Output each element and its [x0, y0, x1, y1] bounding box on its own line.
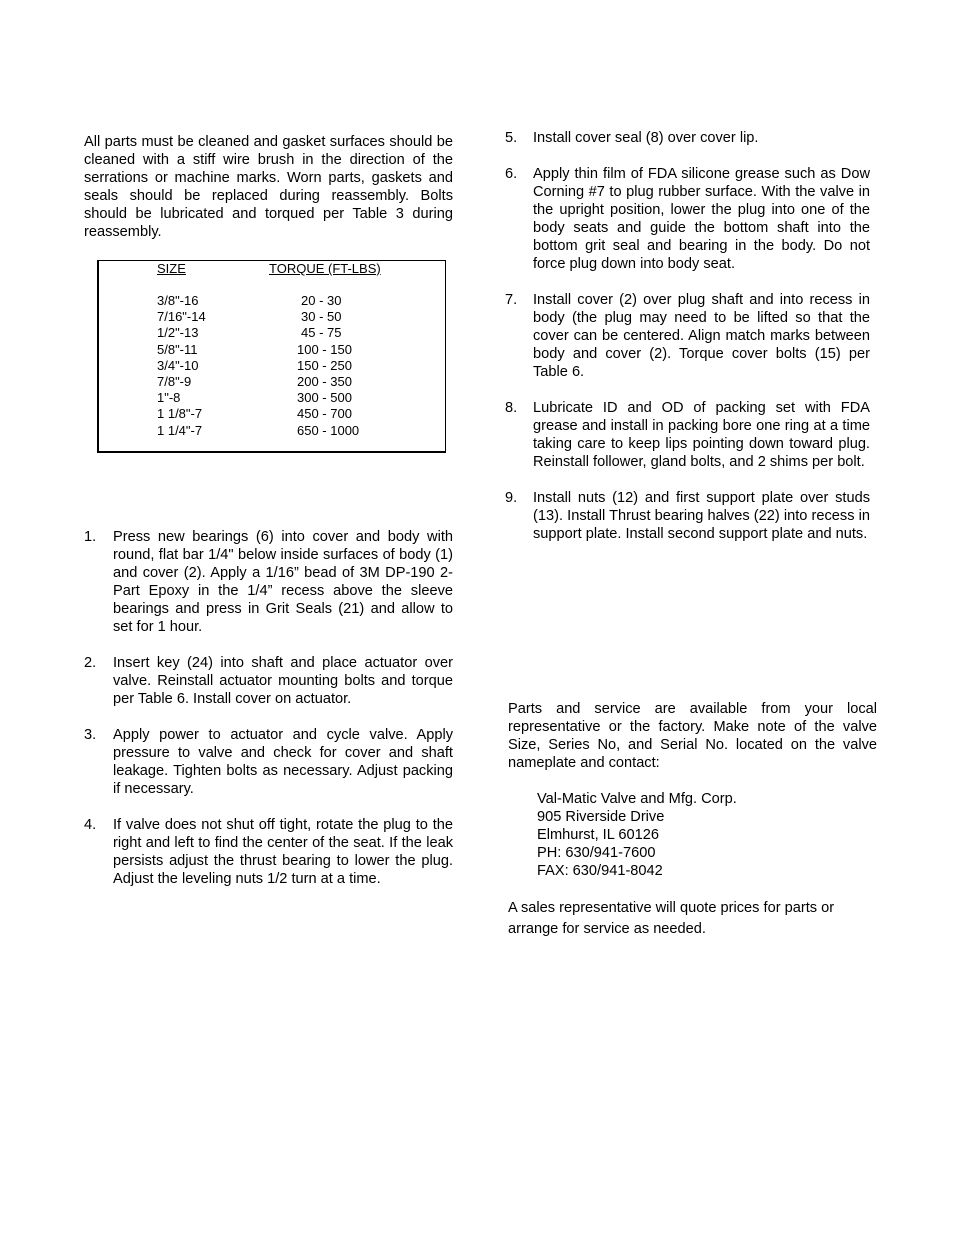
list-item — [505, 129, 870, 147]
table-row — [99, 374, 445, 390]
torque-value: 200 - 350 — [297, 373, 352, 389]
torque-size: 3/4"-10 — [157, 357, 199, 373]
step-number: 7. — [505, 292, 518, 308]
torque-header-size: SIZE — [157, 261, 186, 276]
torque-value: 30 - 50 — [301, 309, 342, 325]
table-row — [99, 342, 445, 358]
torque-table — [97, 260, 446, 453]
torque-header-torque: TORQUE (FT-LBS) — [269, 261, 381, 276]
intro-paragraph: All parts must be cleaned and gasket surfaces should be cleaned with a stiff wire brush in the direction of the serrations or machine marks. Worn parts, gaskets and seals should be replaced during reassembly. Bolts should be lubricated and torqued per Table 3 during reassembly. — [84, 134, 453, 240]
table-row — [99, 423, 445, 439]
step-number: 3. — [84, 727, 97, 743]
step-text: Apply thin film of FDA silicone grease such as Dow Corning #7 to plug rubber surface. With the valve in the upright position, lower the plug into one of the body seats and guide the bottom shaft into the bottom grit seal and bearing in the body. Do not force plug down into body seat. — [533, 166, 870, 272]
torque-size: 1 1/8"-7 — [157, 406, 203, 422]
torque-size: 7/16"-14 — [157, 309, 206, 325]
step-text: Install nuts (12) and first support plate over studs (13). Install Thrust bearing halves (22) into recess in support plate. Install second support plate and nuts. — [533, 490, 870, 542]
table-row — [99, 309, 445, 325]
torque-value: 150 - 250 — [297, 357, 352, 373]
torque-value: 650 - 1000 — [297, 422, 360, 438]
torque-size: 1/2"-13 — [157, 325, 199, 341]
torque-value: 20 - 30 — [301, 293, 342, 308]
torque-value: 450 - 700 — [297, 406, 352, 422]
torque-size: 5/8"-11 — [157, 341, 198, 357]
phone-number: PH: 630/941-7600 — [537, 845, 656, 861]
table-row — [99, 406, 445, 422]
step-number: 1. — [84, 529, 97, 545]
step-text: Lubricate ID and OD of packing set with FDA grease and install in packing bore one ring at a time taking care to keep lips pointing down toward plug. Reinstall follower, gland bolts, and 2 shims per bolt. — [533, 400, 870, 470]
step-text: Apply power to actuator and cycle valve. Apply pressure to valve and check for cover and shaft leakage. Tighten bolts as necessary. Adjust packing if necessary. — [113, 727, 453, 797]
fax-number: FAX: 630/941-8042 — [537, 863, 663, 879]
street-address: 905 Riverside Drive — [537, 809, 665, 825]
torque-size: 1"-8 — [157, 390, 181, 406]
torque-size: 1 1/4"-7 — [157, 422, 203, 438]
service-paragraph: Parts and service are available from your local representative or the factory. Make note of the valve Size, Series No, and Serial No. located on the valve nameplate and contact: — [508, 701, 877, 771]
torque-value: 45 - 75 — [301, 325, 342, 341]
step-text: If valve does not shut off tight, rotate the plug to the right and left to find the center of the seat. If the leak persists adjust the thrust bearing to lower the plug. Adjust the leveling nuts 1/2 turn at a time. — [113, 817, 453, 887]
contact-address — [508, 790, 877, 880]
sales-note: A sales representative will quote prices for parts or arrange for service as needed. — [508, 900, 835, 937]
step-number: 2. — [84, 655, 97, 671]
step-text: Insert key (24) into shaft and place actuator over valve. Reinstall actuator mounting bolts and torque per Table 6. Install cover on actuator. — [113, 655, 453, 707]
list-item — [84, 528, 453, 636]
table-row — [99, 390, 445, 406]
step-number: 8. — [505, 400, 518, 416]
torque-value: 300 - 500 — [297, 390, 352, 406]
intro-section — [84, 133, 453, 241]
torque-size: 3/8"-16 — [157, 293, 199, 308]
table-row — [99, 358, 445, 374]
company-name: Val-Matic Valve and Mfg. Corp. — [537, 791, 737, 807]
step-text: Press new bearings (6) into cover and body with round, flat bar 1/4" below inside surfaces of body (1) and cover (2). Apply a 1/16” bead of 3M DP-190 2-Part Epoxy in the 1/4” recess above the sleeve bearings and press in Grit Seals (21) and allow to set for 1 hour. — [113, 529, 453, 635]
list-item — [505, 291, 870, 381]
step-number: 5. — [505, 130, 518, 146]
list-item — [84, 654, 453, 708]
torque-size: 7/8"-9 — [157, 373, 192, 389]
list-item — [84, 726, 453, 798]
torque-rows — [99, 293, 445, 439]
torque-value: 100 - 150 — [297, 341, 352, 357]
list-item — [505, 165, 870, 273]
step-text: Install cover (2) over plug shaft and into recess in body (the plug may need to be lifted so that the cover can be centered. Align match marks between body and cover (2). Torque cover bolts (15) per Table 6. — [533, 292, 870, 380]
table-row — [99, 325, 445, 341]
table-row — [99, 293, 445, 309]
list-item — [84, 816, 453, 888]
step-number: 6. — [505, 166, 518, 182]
step-text: Install cover seal (8) over cover lip. — [533, 130, 759, 146]
steps-right-column — [505, 129, 870, 561]
list-item — [505, 489, 870, 543]
list-item — [505, 399, 870, 471]
step-number: 9. — [505, 490, 518, 506]
service-section — [508, 700, 877, 940]
step-number: 4. — [84, 817, 97, 833]
steps-left-column — [84, 528, 453, 906]
city-state-zip: Elmhurst, IL 60126 — [537, 827, 659, 843]
